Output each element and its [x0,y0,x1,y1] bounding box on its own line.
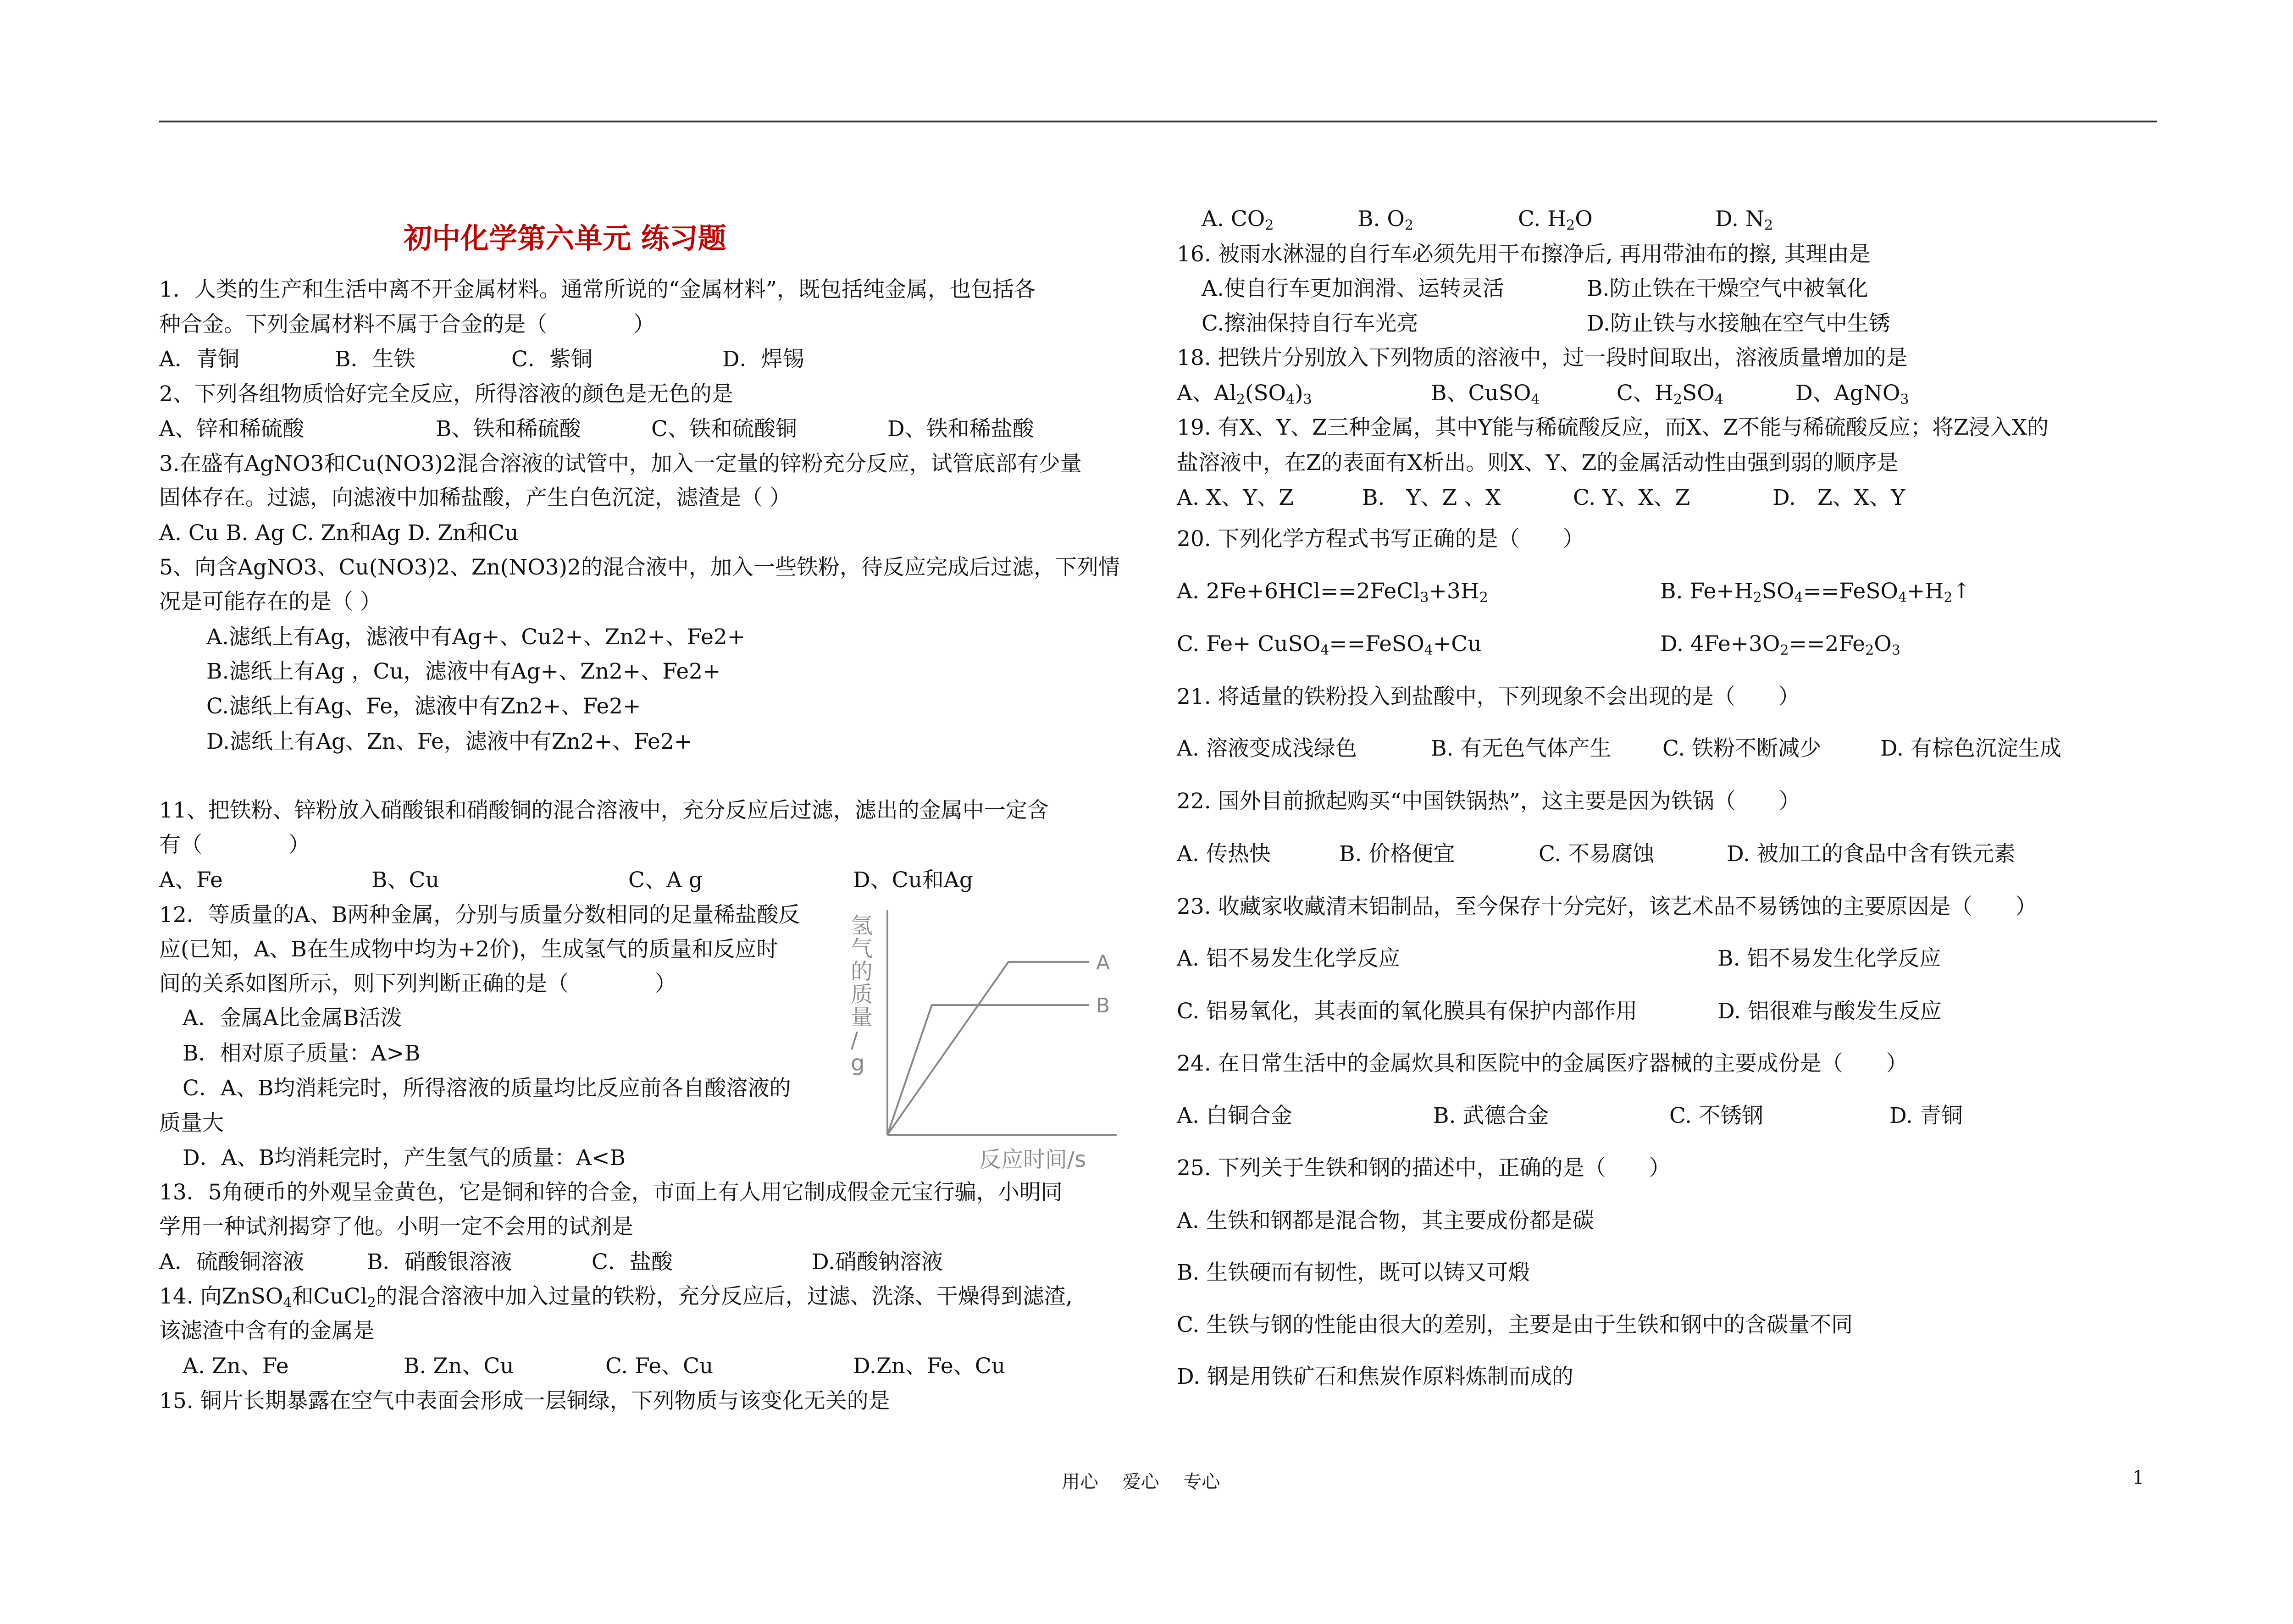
q15-option-b: B. $O_2$ [1357,206,1414,233]
q22-option-c: C. 不易腐蚀 [1539,841,1655,867]
q16-option-b: B.防止铁在干燥空气中被氧化 [1587,276,1868,301]
q12-line1: 12．等质量的A、B两种金属，分别与质量分数相同的足量稀盐酸反 [159,902,800,928]
q13-option-a: A．硫酸铜溶液 [159,1249,304,1275]
q2-option-d: D、铁和稀盐酸 [887,416,1034,442]
q20-option-b: B. $Fe+H_2SO_4==FeSO_4+H_2↑$ [1660,579,1971,606]
q14-option-d: D.Zn、Fe、Cu [853,1353,1005,1379]
q5-option-c: C.滤纸上有Ag、Fe，滤液中有Zn2+、Fe2+ [206,694,641,719]
q25-stem: 25. 下列关于生铁和钢的描述中，正确的是（ ） [1177,1155,1671,1181]
q12-line3: 间的关系如图所示，则下列判断正确的是（ ） [159,971,676,996]
q25-option-a: A. 生铁和钢都是混合物，其主要成份都是碳 [1177,1208,1594,1233]
q11-line2: 有（ ） [159,832,310,857]
q24-stem: 24. 在日常生活中的金属炊具和医院中的金属医疗器械的主要成份是（ ） [1177,1051,1908,1076]
q12-option-d: D．A、B均消耗完时，产生氢气的质量：A<B [183,1145,626,1171]
q18-option-d: D、AgNO$_3$ [1795,381,1909,408]
page-title: 初中化学第六单元 练习题 [404,221,726,255]
q2-option-a: A、锌和稀硫酸 [159,416,304,442]
q5-option-a: A.滤纸上有Ag，滤液中有Ag+、Cu2+、Zn2+、Fe2+ [206,624,746,650]
q20-stem: 20. 下列化学方程式书写正确的是（ ） [1177,526,1584,552]
q25-option-c: C. 生铁与钢的性能由很大的差别，主要是由于生铁和钢中的含碳量不同 [1177,1312,1853,1337]
q15-option-a: A. CO [1202,206,1265,232]
q1-option-a: A．青铜 [159,347,239,372]
q19-option-b: B. Y、Z 、X [1362,485,1501,510]
q15-option-d: D. $N_2$ [1715,206,1773,233]
q24-option-d: D. 青铜 [1889,1103,1963,1128]
q22-option-a: A. 传热快 [1177,841,1271,867]
q24-option-c: C. 不锈钢 [1669,1103,1764,1128]
header-rule [159,121,2157,122]
q21-option-b: B. 有无色气体产生 [1431,736,1612,761]
hydrogen-mass-chart [842,906,1126,1181]
q11-option-d: D、Cu和Ag [853,867,973,893]
q3-line2: 固体存在。过滤，向滤液中加稀盐酸，产生白色沉淀，滤渣是（ ） [159,485,791,510]
q24-option-b: B. 武德合金 [1433,1103,1549,1128]
q11-option-c: C、A g [628,867,703,893]
q12-option-c-line2: 质量大 [159,1110,224,1136]
x-axis-label: 反应时间/s [979,1147,1086,1172]
q25-option-b: B. 生铁硬而有韧性，既可以铸又可煅 [1177,1260,1530,1285]
q18-option-b: B、CuSO$_4$ [1431,381,1540,408]
q11-line1: 11、把铁粉、锌粉放入硝酸银和硝酸铜的混合溶液中，充分反应后过滤，滤出的金属中一定含 [159,798,1049,823]
y-axis-label-char: 质 [851,982,873,1007]
q11-option-a: A、Fe [159,867,223,893]
q16-stem: 16. 被雨水淋湿的自行车必须先用干布擦净后, 再用带油布的擦, 其理由是 [1177,242,1871,267]
y-axis-label-char: g [851,1050,865,1076]
q15-options: A. $CO_2$ [1202,206,1274,233]
footer-motto: 用心 爱心 专心 [1062,1471,1220,1492]
q12-option-b: B．相对原子质量：A>B [183,1041,421,1066]
q19-line2: 盐溶液中，在Z的表面有X析出。则X、Y、Z的金属活动性由强到弱的顺序是 [1177,450,1899,475]
q13-option-d: D.硝酸钠溶液 [812,1249,943,1275]
series-label-B: B [1096,994,1110,1018]
q19-option-c: C. Y、X、Z [1573,485,1690,510]
q13-option-c: C．盐酸 [592,1249,673,1275]
q22-option-d: D. 被加工的食品中含有铁元素 [1727,841,2016,867]
q12-option-c-line1: C．A、B均消耗完时，所得溶液的质量均比反应前各自酸溶液的 [183,1076,791,1101]
q2-stem: 2、下列各组物质恰好完全反应，所得溶液的颜色是无色的是 [159,381,733,407]
y-axis-label-char: 量 [851,1005,873,1030]
q23-option-c: C. 铝易氧化，其表面的氧化膜具有保护内部作用 [1177,999,1638,1024]
q21-option-c: C. 铁粉不断减少 [1662,736,1822,761]
q19-option-d: D. Z、X、Y [1772,485,1905,510]
q1-option-d: D．焊锡 [722,347,804,372]
q23-option-b: B. 铝不易发生化学反应 [1717,946,1941,971]
q22-option-b: B. 价格便宜 [1339,841,1455,867]
y-axis-label-char: / [851,1027,858,1053]
q16-option-d: D.防止铁与水接触在空气中生锈 [1587,311,1890,336]
q18-option-a: A、$Al_2(SO_4)_3$ [1177,381,1312,408]
q20-option-c: C. Fe+ CuSO$_4$==FeSO$_4$+Cu [1177,631,1482,658]
q20-option-a: A. $2Fe+6HCl==2FeCl_3+3H_2$ [1177,579,1488,606]
q14-option-b: B. Zn、Cu [404,1353,514,1379]
q19-option-a: A. X、Y、Z [1177,485,1294,510]
q21-option-a: A. 溶液变成浅绿色 [1177,736,1357,761]
q15-stem: 15. 铜片长期暴露在空气中表面会形成一层铜绿，下列物质与该变化无关的是 [159,1388,890,1414]
q25-option-d: D. 钢是用铁矿石和焦炭作原料炼制而成的 [1177,1364,1573,1389]
q1-option-b: B．生铁 [335,347,415,372]
q5-line2: 况是可能存在的是（ ） [159,589,382,614]
q20-option-d: D. $4Fe+3O_2==2Fe_2O_3$ [1660,631,1900,658]
q5-option-d: D.滤纸上有Ag、Zn、Fe，滤液中有Zn2+、Fe2+ [206,729,692,754]
q23-option-a: A. 铝不易发生化学反应 [1177,946,1400,971]
q23-stem: 23. 收藏家收藏清末铝制品，至今保存十分完好，该艺术品不易锈蚀的主要原因是（ ） [1177,894,2037,919]
y-axis-label [851,913,873,1076]
q14-option-a: A. Zn、Fe [183,1353,289,1379]
q18-option-c: C、$H_2SO_4$ [1617,381,1723,408]
series-line-B [887,1005,1089,1135]
q22-stem: 22. 国外目前掀起购买“中国铁锅热”，这主要是因为铁锅（ ） [1177,789,1800,814]
q1-line1: 1．人类的生产和生活中离不开金属材料。通常所说的“金属材料”，既包括纯金属，也包括各 [159,277,1036,302]
q13-option-b: B．硝酸银溶液 [367,1249,512,1275]
q5-option-b: B.滤纸上有Ag ，Cu，滤液中有Ag+、Zn2+、Fe2+ [206,659,721,684]
q11-option-b: B、Cu [371,867,439,893]
page-number: 1 [2132,1467,2144,1488]
q1-option-c: C．紫铜 [511,347,593,372]
q14-line1: 14. 向ZnSO$_4$和CuCl$_2$的混合溶液中加入过量的铁粉，充分反应后，过滤、洗涤、干燥得到滤渣, [159,1284,1073,1311]
q3-options: A. Cu B. Ag C. Zn和Ag D. Zn和Cu [159,520,519,546]
q13-line2: 学用一种试剂揭穿了他。小明一定不会用的试剂是 [159,1214,633,1239]
q14-option-c: C. Fe、Cu [605,1353,714,1379]
q5-line1: 5、向含AgNO3、Cu(NO3)2、Zn(NO3)2的混合液中，加入一些铁粉，待反应完成后过滤，下列情 [159,555,1120,580]
y-axis-label-char: 气 [851,936,873,961]
q15-option-c: C. $H_2O$ [1518,206,1593,233]
q18-stem: 18. 把铁片分别放入下列物质的溶液中，过一段时间取出，溶液质量增加的是 [1177,345,1908,370]
q13-line1: 13．5角硬币的外观呈金黄色，它是铜和锌的合金，市面上有人用它制成假金元宝行骗，小明同 [159,1180,1063,1205]
q12-line2: 应(已知，A、B在生成物中均为+2价)，生成氢气的质量和反应时 [159,937,778,962]
q21-stem: 21. 将适量的铁粉投入到盐酸中，下列现象不会出现的是（ ） [1177,684,1800,709]
q19-line1: 19. 有X、Y、Z三种金属，其中Y能与稀硫酸反应，而X、Z不能与稀硫酸反应；将Z浸入X的 [1177,415,2049,440]
q2-option-c: C、铁和硫酸铜 [651,416,797,442]
q1-line2: 种合金。下列金属材料不属于合金的是（ ） [159,312,655,337]
q16-option-c: C.擦油保持自行车光亮 [1202,311,1418,336]
q24-option-a: A. 白铜合金 [1177,1103,1292,1128]
y-axis-label-char: 的 [851,959,873,984]
q3-line1: 3.在盛有AgNO3和Cu(NO3)2混合溶液的试管中，加入一定量的锌粉充分反应，试管底部有少量 [159,451,1082,476]
q2-option-b: B、铁和稀硫酸 [436,416,581,442]
q14-line2: 该滤渣中含有的金属是 [159,1318,375,1343]
q12-option-a: A．金属A比金属B活泼 [183,1005,402,1031]
series-label-A: A [1096,950,1110,974]
q16-option-a: A.使自行车更加润滑、运转灵活 [1202,276,1504,301]
y-axis-label-char: 氢 [851,913,873,939]
q21-option-d: D. 有棕色沉淀生成 [1880,736,2061,761]
q23-option-d: D. 铝很难与酸发生反应 [1717,999,1942,1024]
